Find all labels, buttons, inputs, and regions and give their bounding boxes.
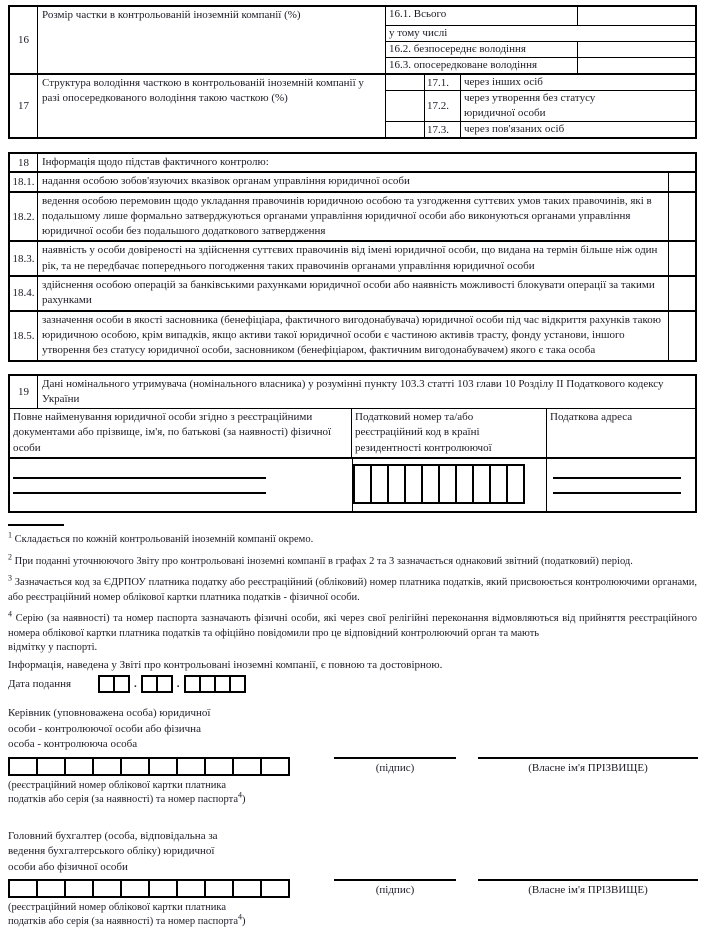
row-16-1-value-cell[interactable] — [577, 7, 695, 25]
write-line[interactable] — [13, 492, 266, 494]
digit-box[interactable] — [64, 879, 94, 898]
row-18-4-code: 18.4. — [10, 277, 38, 310]
head-name-caption: (Власне ім'я ПРІЗВИЩЕ) — [528, 761, 648, 774]
row-18-header: Інформація щодо підстав фактичного контролю: — [42, 156, 269, 168]
footnote-separator — [8, 524, 64, 526]
accountant-caption-line1: (реєстраційний номер облікової картки платника — [8, 902, 226, 914]
digit-box[interactable] — [260, 879, 290, 898]
head-name-area — [478, 757, 698, 774]
digit-box[interactable] — [176, 757, 206, 776]
row-18-3-value-cell[interactable] — [668, 242, 695, 275]
footnote-4 — [8, 609, 697, 641]
row-17-3 — [386, 121, 695, 137]
digit-box[interactable] — [148, 879, 178, 898]
row-17-3-label: через пов'язаних осіб — [464, 123, 565, 135]
digit-box[interactable] — [204, 879, 234, 898]
full-name-write-cell[interactable] — [10, 459, 353, 511]
accountant-role-line2: ведення бухгалтерського обліку) юридичної — [8, 845, 215, 858]
digit-box[interactable] — [64, 757, 94, 776]
digit-box[interactable] — [8, 757, 38, 776]
head-role-line2: особи - контролюючої особи або фізична — [8, 722, 201, 735]
row-16-2-value-cell[interactable] — [577, 42, 695, 57]
date-separator: . — [134, 678, 137, 691]
head-caption-line1: (реєстраційний номер облікової картки платника — [8, 779, 226, 791]
accountant-name-caption: (Власне ім'я ПРІЗВИЩЕ) — [528, 884, 648, 897]
footnote-2-text: При поданні уточнюючого Звіту про контрольовані іноземні компанії в графах 2 та 3 зазначається однаковий звітний (податковий) період. — [14, 555, 633, 567]
row-17-1-label: через інших осіб — [464, 76, 543, 88]
row-17-1-value-cell[interactable] — [386, 75, 425, 90]
completeness-statement: Інформація, наведена у Звіті про контрольовані іноземні компанії, є повною та достовірною. — [8, 659, 443, 672]
digit-box[interactable] — [260, 757, 290, 776]
accountant-tax-id-caption — [8, 901, 298, 929]
row-17-3-code: 17.3. — [425, 122, 461, 137]
row-19-data-row — [10, 457, 695, 511]
signature-block-accountant — [8, 829, 697, 929]
col-header-tax-number: Податковий номер та/або реєстраційний код в країні резидентності контролюючої — [352, 409, 547, 457]
table-row-16 — [10, 7, 695, 73]
row-18-5-code: 18.5. — [10, 312, 38, 360]
row-16-3-value-cell[interactable] — [577, 58, 695, 73]
footnote-ref-4: 4 — [238, 912, 243, 922]
row-17-2-code: 17.2. — [425, 91, 461, 121]
col-header-full-name: Повне найменування юридичної особи згідно з реєстраційними документами або прізвище, ім'я, по батькові (за наявності) фізичної особи — [10, 409, 352, 457]
footnote-1-marker: 1 — [8, 530, 12, 540]
row-18-2-text: ведення особою перемовин щодо укладання правочинів юридичною особою та узгодження суттєвих умов таких правочинів, які в подальшому лише формально затверджуються органами управління юридичної особи або виконуються органами управління юридичної особи без подальшого додаткового затвердження — [42, 194, 652, 238]
table-row-18-5 — [10, 310, 695, 360]
table-row-18-4 — [10, 275, 695, 310]
row-18-3-code: 18.3. — [10, 242, 38, 275]
accountant-caption-line2: податків або серія (за наявності) та номер паспорта$^4$) — [8, 912, 246, 928]
table-row-19 — [10, 376, 695, 409]
row-19-number: 19 — [10, 376, 38, 409]
head-role-line1: Керівник (уповноважена особа) юридичної — [8, 707, 211, 720]
footnote-1 — [8, 530, 697, 548]
col-header-tax-address: Податкова адреса — [550, 411, 633, 424]
date-box-grid[interactable] — [98, 675, 246, 693]
accountant-role-line1: Головний бухгалтер (особа, відповідальна за — [8, 829, 218, 842]
row-18-1-value-cell[interactable] — [668, 173, 695, 190]
row-17-2-value-cell[interactable] — [386, 91, 425, 121]
row-16-1-label: 16.1. Всього — [389, 8, 447, 20]
row-18-1-text: надання особою зобов'язуючих вказівок органам управління юридичної особи — [42, 175, 410, 188]
digit-box[interactable] — [120, 879, 150, 898]
head-signature-row — [8, 757, 697, 807]
footnote-1-text: Складається по кожній контрольованій іноземній компанії окремо. — [14, 534, 314, 546]
footnote-ref-4: 4 — [238, 790, 243, 800]
row-16-3-label: 16.3. опосередковане володіння — [389, 59, 538, 71]
row-16-including — [386, 25, 695, 41]
row-18-number: 18 — [10, 154, 38, 171]
footnote-4-clipped-line: відмітку у паспорті. — [8, 642, 98, 654]
head-role-line3: особа - контролююча особа — [8, 738, 138, 751]
table-row-18-3 — [10, 240, 695, 275]
date-year-box[interactable] — [229, 675, 246, 693]
digit-box[interactable] — [120, 757, 150, 776]
tax-address-write-cell[interactable] — [547, 459, 695, 511]
accountant-name-area — [478, 879, 698, 896]
accountant-role-line3: особи або фізичної особи — [8, 860, 128, 873]
row-16-including-label: у тому числі — [389, 27, 448, 39]
row-17-label: Структура володіння часткою в контрольованій іноземній компанії у разі опосередкованого володіння такою часткою (%) — [38, 75, 386, 137]
date-separator: . — [176, 678, 180, 691]
footnote-4-marker: 4 — [8, 609, 12, 619]
write-line[interactable] — [553, 477, 681, 479]
row-18-1-code: 18.1. — [10, 173, 38, 190]
accountant-sign-area — [334, 879, 456, 896]
head-tax-id-caption — [8, 779, 298, 807]
footnote-2-marker: 2 — [8, 552, 12, 562]
table-row-17 — [10, 73, 695, 137]
date-label: Дата подання — [8, 678, 72, 691]
row-18-2-code: 18.2. — [10, 193, 38, 241]
digit-box[interactable] — [232, 879, 262, 898]
table-row-18-2 — [10, 191, 695, 241]
submission-date-row — [8, 674, 697, 694]
footnote-3 — [8, 573, 697, 605]
row-17-2-label-line1: через утворення без статусу — [464, 92, 596, 104]
row-16-subtable — [386, 7, 695, 73]
row-16-3 — [386, 57, 695, 73]
footnote-4-text: Серію (за наявності) та номер паспорта зазначають фізичні особи, які через свої релігійні переконання відмовляються від прийняття реєстраційного номера облікової картки платника податків та офіційно повідомили про це відповідний контролюючий орган та мають — [8, 613, 697, 639]
accountant-signature-caption: (підпис) — [375, 884, 415, 897]
date-day-box[interactable] — [113, 675, 130, 693]
row-16-2-label: 16.2. безпосереднє володіння — [389, 43, 526, 55]
row-18-5-value-cell[interactable] — [668, 312, 695, 360]
head-sign-area — [334, 757, 456, 774]
head-role — [8, 706, 697, 753]
row-17-2 — [386, 90, 695, 121]
footnote-3-text: Зазначається код за ЄДРПОУ платника податку або реєстраційний (обліковий) номер платника податків, який присвоюється контролюючими органами, або реєстраційний номер облікової картки платника податків - фізичної особи. — [8, 577, 697, 603]
write-line[interactable] — [13, 477, 266, 479]
table-row-18 — [10, 154, 695, 171]
row-18-5-text: зазначення особи в якості засновника (бенефіціара, фактичного вигодонабувача) юридичної особи під час відкриття рахунків такою юридичною особою, крім випадків, якщо активи такої юридичної особи є частиною активів трасту, фонду установи, іншого утворення без статусу юридичної особи, засновником (бенефіціаром, фактичним вигодонабувачем) якого є така особа — [42, 313, 662, 357]
row-17-number: 17 — [10, 75, 38, 137]
row-17-2-label — [461, 91, 695, 121]
row-16-1 — [386, 7, 695, 25]
row-18-2-value-cell[interactable] — [668, 193, 695, 241]
row-17-1 — [386, 75, 695, 90]
nominal-holder-table — [8, 374, 697, 513]
signature-block-head — [8, 706, 697, 807]
head-caption-line2: податків або серія (за наявності) та номер паспорта$^4$) — [8, 790, 246, 805]
actual-control-table — [8, 152, 697, 362]
row-18-4-value-cell[interactable] — [668, 277, 695, 310]
row-17-subtable — [386, 75, 695, 137]
digit-box[interactable] — [148, 757, 178, 776]
row-19-header: Дані номінального утримувача (номінального власника) у розумінні пункту 103.3 статті 103 глави 10 Розділу II Податкового кодексу України — [42, 377, 664, 405]
table-row-18-1 — [10, 171, 695, 190]
row-18-3-text: наявність у особи довіреності на здійснення суттєвих правочинів від імені юридичної особи, що видана на термін більше ніж один рік, та не передбачає попереднього погодження таких правочинів органами управління юридичної особи — [42, 244, 658, 272]
digit-box[interactable] — [232, 757, 262, 776]
row-17-3-value-cell[interactable] — [386, 122, 425, 137]
digit-box[interactable] — [36, 757, 66, 776]
row-16-number: 16 — [10, 7, 38, 73]
date-month-box[interactable] — [156, 675, 173, 693]
row-19-column-headers — [10, 408, 695, 457]
digit-box[interactable] — [176, 879, 206, 898]
digit-box[interactable] — [92, 879, 122, 898]
accountant-signature-line[interactable] — [334, 879, 456, 881]
row-17-2-label-line2: юридичної особи — [464, 107, 546, 119]
row-17-1-code: 17.1. — [425, 75, 461, 90]
write-line[interactable] — [553, 492, 681, 494]
digit-box[interactable] — [506, 464, 525, 504]
accountant-signature-row — [8, 879, 697, 929]
row-16-label: Розмір частки в контрольованій іноземній компанії (%) — [38, 7, 386, 73]
head-name-line[interactable] — [478, 757, 698, 759]
head-signature-line[interactable] — [334, 757, 456, 759]
head-signature-caption: (підпис) — [375, 761, 415, 774]
tax-number-box-grid[interactable] — [353, 459, 547, 511]
ownership-share-table — [8, 5, 697, 139]
digit-box[interactable] — [36, 879, 66, 898]
digit-box[interactable] — [8, 879, 38, 898]
row-18-4-text: здійснення особою операцій за банківськими рахунками юридичної особи або наявність можливості блокувати операції за такими рахунками — [42, 279, 655, 307]
digit-box[interactable] — [204, 757, 234, 776]
digit-box[interactable] — [92, 757, 122, 776]
accountant-name-line[interactable] — [478, 879, 698, 881]
accountant-role — [8, 829, 697, 876]
row-16-2 — [386, 41, 695, 57]
footnote-2 — [8, 552, 697, 570]
footnote-3-marker: 3 — [8, 573, 12, 583]
